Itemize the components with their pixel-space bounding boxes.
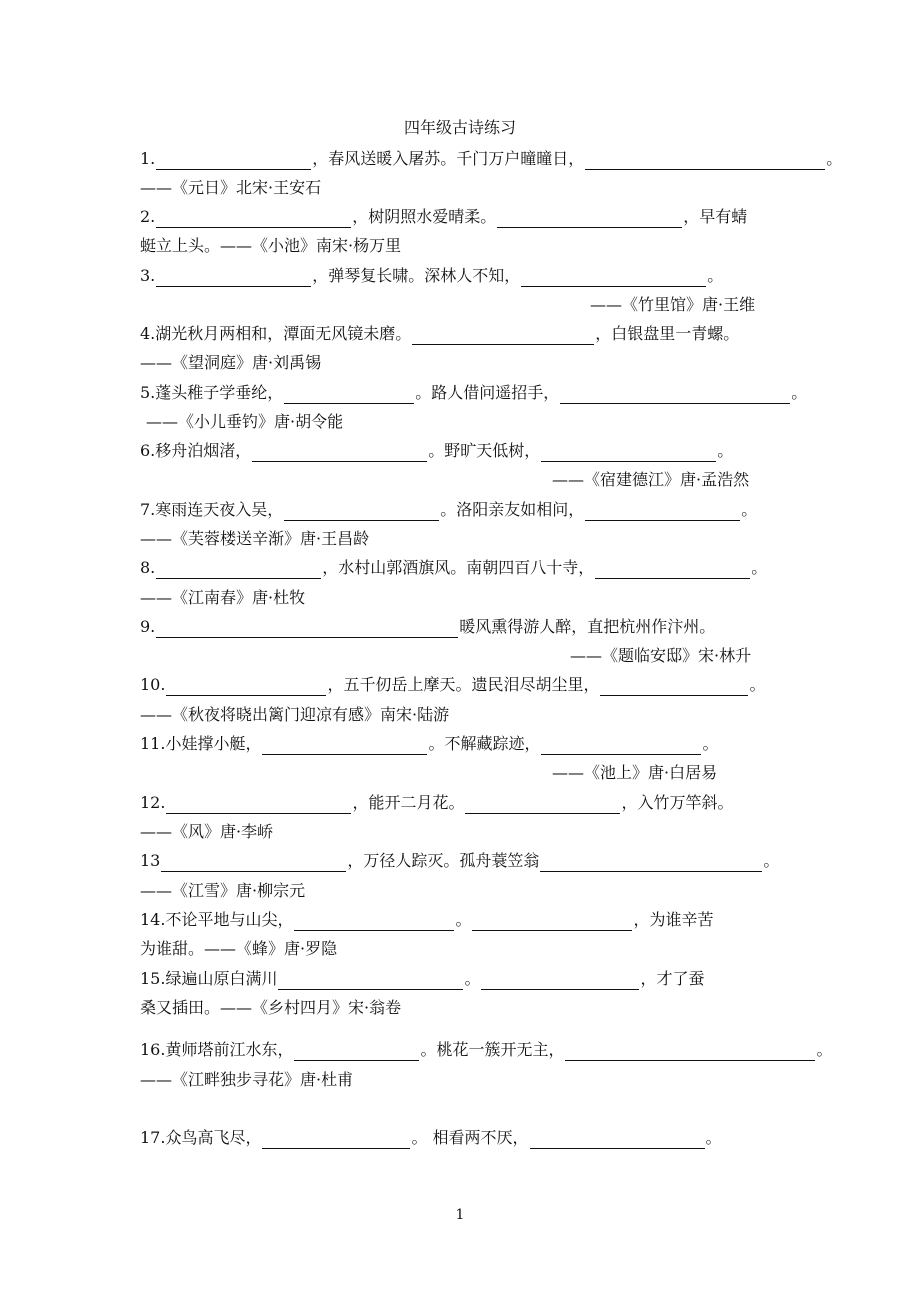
line-text: ，白银盘里一青螺。 bbox=[595, 324, 740, 343]
answer-blank[interactable] bbox=[530, 1130, 705, 1149]
line-text: 。 bbox=[705, 1128, 722, 1147]
answer-blank[interactable] bbox=[156, 209, 351, 228]
line-text: ——《秋夜将晓出篱门迎凉有感》南宋·陆游 bbox=[140, 705, 450, 724]
line-text: 11.小娃撑小艇， bbox=[140, 734, 262, 753]
q16-line bbox=[140, 1039, 832, 1061]
line-text: 。洛阳亲友如相问， bbox=[440, 500, 585, 519]
line-text: 。野旷天低树， bbox=[428, 441, 541, 460]
line-text: 。 bbox=[826, 149, 843, 168]
answer-blank[interactable] bbox=[472, 912, 632, 931]
line-text: 。 bbox=[464, 969, 481, 988]
answer-blank[interactable] bbox=[565, 1042, 815, 1061]
q17-line bbox=[140, 1127, 722, 1149]
q7-line bbox=[140, 499, 757, 521]
answer-blank[interactable] bbox=[156, 619, 458, 638]
line-text: 6.移舟泊烟渚， bbox=[140, 441, 252, 460]
line-text: 15.绿遍山原白满川 bbox=[140, 969, 278, 988]
q8-source bbox=[140, 587, 305, 609]
answer-blank[interactable] bbox=[541, 443, 716, 462]
answer-blank[interactable] bbox=[156, 268, 311, 287]
line-text: 为谁甜。——《蜂》唐·罗隐 bbox=[140, 939, 338, 958]
line-text: ——《芙蓉楼送辛渐》唐·王昌龄 bbox=[140, 529, 370, 548]
q11-source bbox=[552, 762, 717, 784]
answer-blank[interactable] bbox=[166, 795, 351, 814]
q12-source bbox=[140, 821, 273, 843]
q4-source bbox=[140, 352, 321, 374]
line-text: 17.众鸟高飞尽， bbox=[140, 1128, 262, 1147]
q3-source bbox=[590, 294, 755, 316]
q5-line bbox=[140, 382, 807, 404]
q8-line bbox=[140, 557, 767, 579]
line-text: ，入竹万竿斜。 bbox=[621, 793, 734, 812]
line-text: 蜓立上头。——《小池》南宋·杨万里 bbox=[140, 236, 402, 255]
line-text: 。 bbox=[455, 910, 472, 929]
q14-line bbox=[140, 909, 713, 931]
q6-line bbox=[140, 440, 733, 462]
answer-blank[interactable] bbox=[497, 209, 682, 228]
answer-blank[interactable] bbox=[262, 1130, 410, 1149]
answer-blank[interactable] bbox=[540, 853, 762, 872]
q13-line bbox=[140, 850, 779, 872]
line-text: 1. bbox=[140, 149, 156, 168]
line-text: 。 相看两不厌， bbox=[411, 1128, 529, 1147]
answer-blank[interactable] bbox=[541, 736, 701, 755]
answer-blank[interactable] bbox=[156, 560, 321, 579]
line-text: ，弹琴复长啸。深林人不知， bbox=[312, 266, 521, 285]
line-text: 。不解藏踪迹， bbox=[428, 734, 541, 753]
q15-line bbox=[140, 968, 704, 990]
line-text: 2. bbox=[140, 207, 156, 226]
line-text: ，为谁辛苦 bbox=[633, 910, 714, 929]
answer-blank[interactable] bbox=[595, 560, 750, 579]
line-text: ，能开二月花。 bbox=[352, 793, 465, 812]
answer-blank[interactable] bbox=[412, 326, 594, 345]
q12-line bbox=[140, 792, 733, 814]
answer-blank[interactable] bbox=[585, 151, 825, 170]
line-text: ——《宿建德江》唐·孟浩然 bbox=[552, 470, 750, 489]
line-text: 。 bbox=[702, 734, 719, 753]
line-text: 。桃花一簇开无主， bbox=[420, 1040, 565, 1059]
line-text: 。 bbox=[816, 1040, 833, 1059]
q5-source bbox=[146, 411, 343, 433]
line-text: 12. bbox=[140, 793, 166, 812]
q10-source bbox=[140, 704, 449, 726]
answer-blank[interactable] bbox=[161, 853, 346, 872]
line-text: ，早有蜻 bbox=[683, 207, 748, 226]
line-text: 3. bbox=[140, 266, 156, 285]
page-number: 1 bbox=[455, 1207, 465, 1223]
q9-source bbox=[570, 645, 751, 667]
answer-blank[interactable] bbox=[278, 971, 463, 990]
line-text: ——《江雪》唐·柳宗元 bbox=[140, 881, 306, 900]
line-text: ，树阴照水爱晴柔。 bbox=[352, 207, 497, 226]
line-text: 4.湖光秋月两相和，潭面无风镜未磨。 bbox=[140, 324, 412, 343]
line-text: 。 bbox=[707, 266, 724, 285]
line-text: ，春风送暖入屠苏。千门万户曈曈日， bbox=[312, 149, 585, 168]
line-text: ，万径人踪灭。孤舟蓑笠翁 bbox=[347, 851, 540, 870]
line-text: 8. bbox=[140, 558, 156, 577]
line-text: ——《元日》北宋·王安石 bbox=[140, 178, 322, 197]
q13-source bbox=[140, 880, 305, 902]
line-text: 。 bbox=[763, 851, 780, 870]
answer-blank[interactable] bbox=[284, 502, 439, 521]
line-text: ——《江畔独步寻花》唐·杜甫 bbox=[140, 1070, 354, 1089]
answer-blank[interactable] bbox=[465, 795, 620, 814]
answer-blank[interactable] bbox=[585, 502, 740, 521]
q16-source bbox=[140, 1069, 353, 1091]
answer-blank[interactable] bbox=[166, 677, 326, 696]
answer-blank[interactable] bbox=[294, 1042, 419, 1061]
answer-blank[interactable] bbox=[521, 268, 706, 287]
line-text: 。 bbox=[717, 441, 734, 460]
q7-source bbox=[140, 528, 369, 550]
line-text: ，才了蚕 bbox=[640, 969, 705, 988]
answer-blank[interactable] bbox=[600, 677, 748, 696]
line-text: 13 bbox=[140, 851, 161, 870]
q10-line bbox=[140, 674, 765, 696]
answer-blank[interactable] bbox=[481, 971, 639, 990]
line-text: 10. bbox=[140, 675, 166, 694]
line-text: ，水村山郭酒旗风。南朝四百八十寺， bbox=[322, 558, 595, 577]
answer-blank[interactable] bbox=[156, 151, 311, 170]
line-text: 。 bbox=[751, 558, 768, 577]
q15-line-cont bbox=[140, 997, 401, 1019]
line-text: ——《风》唐·李峤 bbox=[140, 822, 274, 841]
line-text: 。路人借问遥招手， bbox=[415, 383, 560, 402]
answer-blank[interactable] bbox=[262, 736, 427, 755]
line-text: ——《小儿垂钓》唐·胡令能 bbox=[146, 412, 344, 431]
q3-line bbox=[140, 265, 723, 287]
line-text: ，五千仞岳上摩天。遗民泪尽胡尘里， bbox=[327, 675, 600, 694]
answer-blank[interactable] bbox=[284, 385, 414, 404]
line-text: ——《江南春》唐·杜牧 bbox=[140, 588, 306, 607]
line-text: 桑又插田。——《乡村四月》宋·翁卷 bbox=[140, 998, 402, 1017]
line-text: ——《望洞庭》唐·刘禹锡 bbox=[140, 353, 322, 372]
q2-line bbox=[140, 206, 747, 228]
line-text: 9. bbox=[140, 617, 156, 636]
line-text: 。 bbox=[749, 675, 766, 694]
line-text: 5.蓬头稚子学垂纶， bbox=[140, 383, 284, 402]
line-text: ——《池上》唐·白居易 bbox=[552, 763, 718, 782]
line-text: ——《竹里馆》唐·王维 bbox=[590, 295, 756, 314]
q9-line bbox=[140, 616, 715, 638]
line-text: 。 bbox=[791, 383, 808, 402]
line-text: 16.黄师塔前江水东， bbox=[140, 1040, 294, 1059]
line-text: 7.寒雨连天夜入吴， bbox=[140, 500, 284, 519]
page-title: 四年级古诗练习 bbox=[403, 118, 516, 137]
line-text: 14.不论平地与山尖， bbox=[140, 910, 294, 929]
q2-line-cont bbox=[140, 235, 401, 257]
q14-line-cont bbox=[140, 938, 337, 960]
line-text: 。 bbox=[741, 500, 758, 519]
line-text: ——《题临安邸》宋·林升 bbox=[570, 646, 752, 665]
q6-source bbox=[552, 469, 749, 491]
answer-blank[interactable] bbox=[294, 912, 454, 931]
q1-source bbox=[140, 177, 321, 199]
answer-blank[interactable] bbox=[560, 385, 790, 404]
line-text: 暖风熏得游人醉，直把杭州作汴州。 bbox=[459, 617, 716, 636]
q11-line bbox=[140, 733, 718, 755]
q4-line bbox=[140, 323, 739, 345]
answer-blank[interactable] bbox=[252, 443, 427, 462]
q1-line bbox=[140, 148, 842, 170]
